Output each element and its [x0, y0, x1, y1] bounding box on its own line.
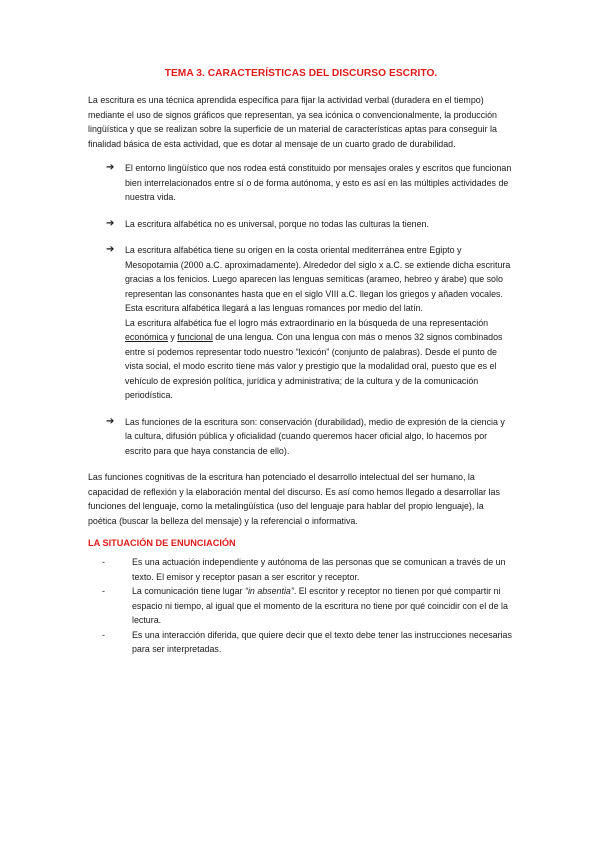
text-span: y: [167, 332, 178, 342]
arrow-list-item: [88, 161, 514, 205]
arrow-icon: ➔: [106, 244, 115, 255]
text-span: de una lengua. Con una lengua con más o menos 32 signos combinados entre sí podemos representar todo nuestro “lexicón” (conjunto de palabras). Desde el punto de vista social, el modo escrito tiene más valor y prestigio que la modalidad oral, puesto que es el vehículo de expresión política, jurídica y administrativa; de la cultura y de la comunicación periodística.: [125, 332, 503, 400]
dash-list-item: [88, 555, 514, 584]
list-item-text: La escritura alfabética no es universal, porque no todas las culturas la tienen.: [125, 218, 429, 229]
section-heading: LA SITUACIÓN DE ENUNCIACIÓN: [88, 538, 236, 548]
arrow-list-item: [88, 217, 514, 232]
cognitive-functions-paragraph: Las funciones cognitivas de la escritura han potenciado el desarrollo intelectual del ser humano, la capacidad de reflexión y la elaboración mental del discurso. Es así como hemos llegado a desarrollar las funciones del lenguaje, como la metalingüística (uso del lenguaje para hablar del propio lenguaje), la poética (buscar la belleza del mensaje) y la referencial o informativa.: [88, 472, 500, 526]
arrow-icon: ➔: [106, 217, 115, 229]
arrow-list-item: [88, 243, 514, 403]
underlined-word: funcional: [177, 332, 213, 342]
list-item-text: Las funciones de la escritura son: conservación (durabilidad), medio de expresión de la ciencia y la cultura, difusión pública y oficialidad (cuando queremos hacer oficial algo, lo hacemos por escrito para que haya constancia de ello).: [125, 416, 505, 456]
italic-phrase: “in absentia”: [244, 586, 294, 596]
list-item-text: [132, 584, 514, 628]
dash-bullet: -: [102, 629, 105, 640]
intro-paragraph: La escritura es una técnica aprendida específica para fijar la actividad verbal (duradera en el tiempo) mediante el uso de signos gráficos que representan, ya sea icónica o convencionalmente, la producción lingüística y que se realizan sobre la superficie de un material de características aptas para conseguir la finalidad básica de esta actividad, que es dotar al mensaje de un cuarto grado de durabilidad.: [88, 95, 497, 149]
list-item-text: Es una interacción diferida, que quiere decir que el texto debe tener las instrucciones necesarias para ser interpretadas.: [132, 629, 512, 654]
text-span: La comunicación tiene lugar: [132, 586, 245, 596]
dash-bullet: -: [102, 557, 105, 567]
document-page: [88, 68, 514, 657]
arrow-list-item: [88, 415, 514, 459]
arrow-icon: ➔: [106, 415, 115, 427]
list-item-text: La escritura alfabética tiene su origen en la costa oriental mediterránea entre Egipto y Mesopotamia (2000 a.C. aproximadamente). Alrededor del siglo x a.C. se extiende dicha escritura gracias a los fenicios. Luego aparecen las lenguas semíticas (arameo, hebreo y árabe) que solo representan las consonantes hasta que en el siglo VIII a.C. llegan los griegos y añaden vocales. Esta escritura alfabética llegará a las lenguas romances por medio del latín.: [125, 245, 511, 313]
text-span: . El escritor y receptor no tienen por qué compartir ni espacio ni tiempo, al igual que el momento de la escritura no tiene por qué coincidir con el de la lectura.: [132, 586, 508, 625]
underlined-word: económica: [125, 332, 168, 342]
arrow-icon: ➔: [106, 162, 115, 173]
list-item-text: El entorno lingüístico que nos rodea está constituido por mensajes orales y escritos que funcionan bien interrelacionados entre sí o de forma autónoma, y esto es así en las múltiples actividades de nuestra vida.: [125, 163, 512, 202]
text-span: La escritura alfabética fue el logro más extraordinario en la búsqueda de una representación: [125, 317, 489, 328]
list-item-text: Es una actuación independiente y autónoma de las personas que se comunican a través de un texto. El emisor y receptor pasan a ser escritor y receptor.: [132, 557, 506, 582]
dash-list-item: [88, 628, 514, 657]
list-item-text-continued: [125, 316, 514, 403]
dash-list-item: [88, 584, 514, 628]
document-title: TEMA 3. CARACTERÍSTICAS DEL DISCURSO ESCRITO.: [164, 68, 438, 79]
dash-bullet: -: [102, 586, 105, 596]
